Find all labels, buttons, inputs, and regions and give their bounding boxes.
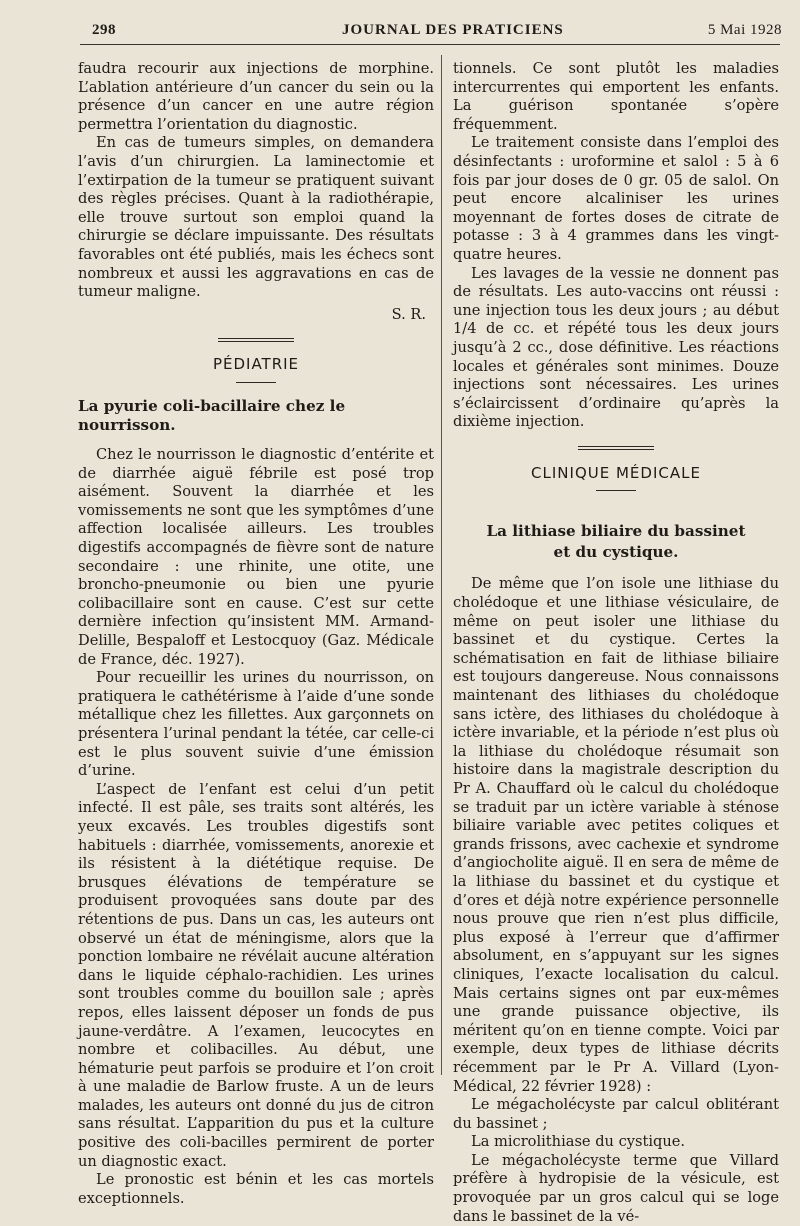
paragraph: La microlithiase du cystique. <box>471 1133 686 1151</box>
paragraph: En cas de tumeurs simples, on demandera l’avis d’un chirurgien. La laminectomie et l’extirpation de la tumeur se pratiquent suivant des règles précises. Quant à la radiothérapie, elle trouve surtout son emploi quand la chirurgie se déclare impuissante. Des résultats favorables ont été publiés, mais les échecs sont nombreux et aussi les aggravations en cas de tumeur maligne. <box>78 134 434 301</box>
journal-title: JOURNAL DES PRATICIENS <box>342 22 564 38</box>
paragraph: De même que l’on isole une lithiase du cholédoque et une lithiase vésiculaire, de même on peut isoler une lithiase du bassinet et du cystique. Certes la schématisation en fait de lithiase biliaire est toujours dangereuse. Nous connaissons maintenant des lithiases du cholédoque sans ictère, des lithiases du cholédoque à ictère invariable, et la période n’est plus où la lithiase du cholédoque résumait son histoire dans la magistrale description du Pr A. Chauffard où le calcul du cholédoque se traduit par un ictère variable à sténose biliaire variable avec petites coliques et grands frissons, avec cachexie et syndrome d’angiocholite aiguë. Il en sera de même de la lithiase du bassinet et du cystique et d’ores et déjà notre expérience personnelle nous prouve que rien n’est plus difficile, plus exposé à l’erreur que d’affirmer absolument, en s’appuyant sur les signes cliniques, l’exacte localisation du calcul. Mais certains signes ont par eux-mêmes une grande puissance objective, ils méritent qu’on en tienne compte. Voici par exemple, deux types de lithiase décrits récemment par le Pr A. Villard (Lyon-Médical, 22 février 1928) : <box>453 575 779 1095</box>
article-title-line-1: La lithiase biliaire du bassinet <box>486 522 746 541</box>
page-number: 298 <box>92 22 116 38</box>
left-column <box>78 60 434 1208</box>
paragraph: tionnels. Ce sont plutôt les maladies intercurrentes qui emportent les enfants. La guérison spontanée s’opère fréquemment. <box>453 60 779 133</box>
paragraph: Les lavages de la vessie ne donnent pas de résultats. Les auto-vaccins ont réussi : une injection tous les deux jours ; au début 1/4 de cc. et répété tous les deux jours jusqu’à 2 cc., dose définitive. Les réactions locales et générales sont minimes. Douze injections sont nécessaires. Les urines s’éclaircissent d’ordinaire qu’après la dixième injection. <box>453 264 779 431</box>
paragraph: Le traitement consiste dans l’emploi des désinfectants : uroformine et salol : 5 à 6 fois par jour doses de 0 gr. 05 de salol. On peut encore alcaliniser les urines moyennant de fortes doses de citrate de potasse : 3 à 4 grammes dans les vingt-quatre heures. <box>453 134 779 263</box>
paragraph: Le mégacholécyste par calcul oblitérant du bassinet ; <box>453 1096 779 1132</box>
paragraph: Le mégacholécyste terme que Villard préfère à hydropisie de la vésicule, est provoquée par un gros calcul qui se loge dans le bassinet de la vé- <box>453 1151 779 1225</box>
section-title-pediatrie: PÉDIATRIE <box>212 355 300 374</box>
section-rule <box>578 446 654 450</box>
header-rule <box>80 44 780 45</box>
article-title-line-2: et du cystique. <box>553 543 679 562</box>
section-title-clinique-medicale: CLINIQUE MÉDICALE <box>531 463 701 482</box>
article-title <box>453 521 779 563</box>
section-rule-small <box>596 490 636 491</box>
right-column <box>453 60 779 1226</box>
paragraph: faudra recourir aux injections de morphine. L’ablation antérieure d’un cancer du sein ou la présence d’un cancer en une autre région permettra l’orientation du diagnostic. <box>78 60 434 133</box>
section-rule <box>218 338 294 342</box>
column-divider <box>441 55 442 1075</box>
paragraph: Pour recueillir les urines du nourrisson, on pratiquera le cathétérisme à l’aide d’une sonde métallique chez les fillettes. Aux garçonnets on présentera l’urinal pendant la tétée, car celle-ci est le plus souvent suivie d’une émission d’urine. <box>78 669 434 780</box>
paragraph: L’aspect de l’enfant est celui d’un petit infecté. Il est pâle, ses traits sont altérés, les yeux excavés. Les troubles digestifs sont habituels : diarrhée, vomissements, anorexie et ils résistent à la diététique requise. De brusques élévations de température se produisent provoquées sans doute par des rétentions de pus. Dans un cas, les auteurs ont observé un état de méningisme, alors que la ponction lombaire ne révélait aucune altération dans le liquide céphalo-rachidien. Les urines sont troubles comme du bouillon sale ; après repos, elles laissent déposer un fonds de pus jaune-verdâtre. A l’examen, leucocytes en nombre et colibacilles. Au début, une hématurie peut parfois se produire et l’on croit à une maladie de Barlow fruste. A un de leurs malades, les auteurs ont donné du jus de citron sans résultat. L’apparition du pus et la culture positive des coli-bacilles permirent de porter un diagnostic exact. <box>78 780 434 1170</box>
section-rule-small <box>236 382 276 383</box>
article-title: La pyurie coli-bacillaire chez le nourrisson. <box>78 396 346 434</box>
author-signature: S. R. <box>391 305 426 323</box>
page-header <box>92 22 782 42</box>
paragraph: Le pronostic est bénin et les cas mortels exceptionnels. <box>78 1171 434 1207</box>
paragraph: Chez le nourrisson le diagnostic d’entérite et de diarrhée aiguë fébrile est posé trop aisément. Souvent la diarrhée et les vomissements ne sont que les symptômes d’une affection localisée ailleurs. Les troubles digestifs accompagnés de fièvre sont de nature secondaire : une rhinite, une otite, une broncho-pneumonie ou bien une pyurie colibacillaire sont en cause. C’est sur cette dernière infection qu’insistent MM. Armand-Delille, Bespaloff et Lestocquoy (Gaz. Médicale de France, déc. 1927). <box>78 446 434 668</box>
issue-date: 5 Mai 1928 <box>707 22 782 38</box>
